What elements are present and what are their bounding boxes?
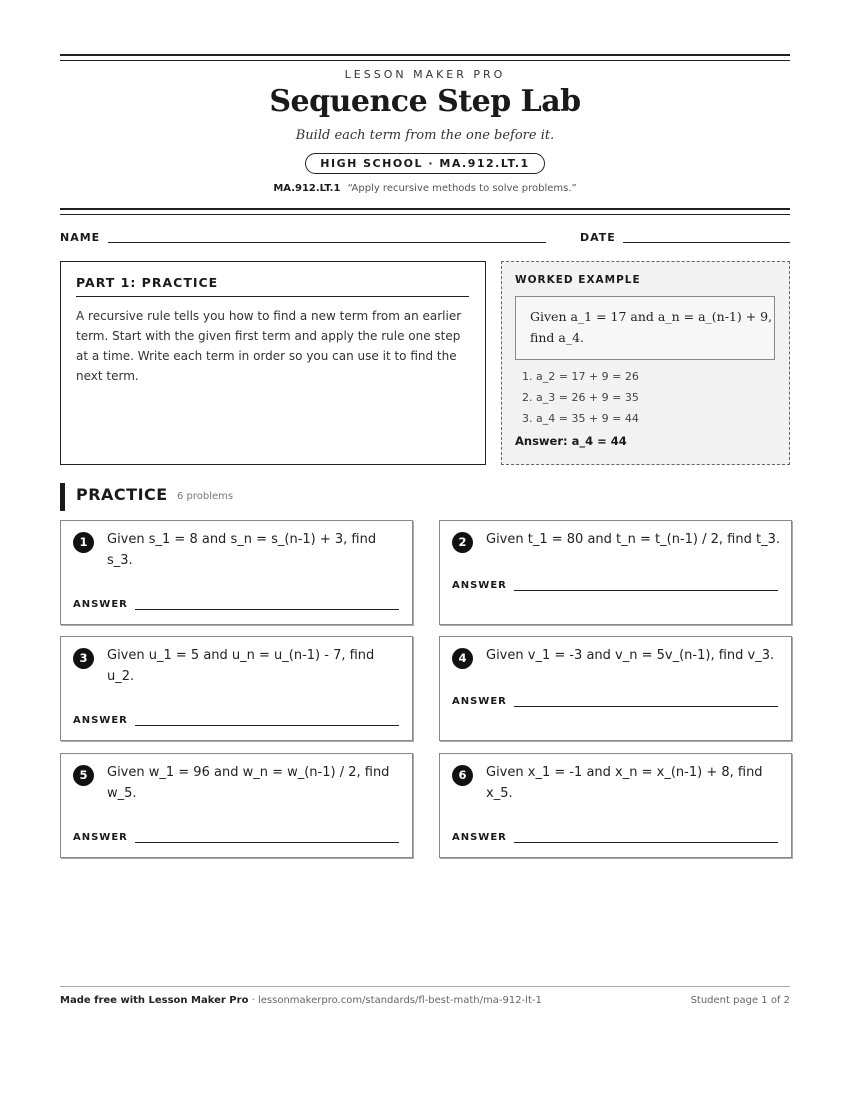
problem-card: [439, 753, 792, 858]
part1-instructions: A recursive rule tells you how to find a new term from an earlier term. Start with the given first term and apply the rule one step at a time. Write each term in order so you can use it to find the next term.: [76, 309, 462, 383]
problem-number: 5: [73, 765, 94, 786]
standard-quote: “Apply recursive methods to solve problems.”: [347, 183, 577, 194]
problem-number: 1: [73, 532, 94, 553]
date-label: DATE: [580, 231, 616, 244]
brand-name: LESSON MAKER PRO: [344, 68, 506, 81]
standard-code: MA.912.LT.1: [273, 183, 341, 194]
answer-label: ANSWER: [73, 599, 128, 610]
page-title: Sequence Step Lab: [269, 84, 581, 119]
problem-card: [439, 520, 792, 625]
header-bottom-rule: [60, 208, 790, 215]
problem-number: 6: [452, 765, 473, 786]
footer-url[interactable]: · lessonmakerpro.com/standards/fl-best-math/ma-912-lt-1: [248, 995, 542, 1006]
worked-example-step: 1. a_2 = 17 + 9 = 26: [522, 370, 639, 383]
standard-line: [60, 183, 790, 194]
footer-made-with: Made free with Lesson Maker Pro: [60, 995, 249, 1006]
part1-panel: [60, 261, 486, 465]
answer-label: ANSWER: [73, 715, 128, 726]
answer-line[interactable]: [514, 706, 778, 707]
answer-label: ANSWER: [452, 696, 507, 707]
answer-label: ANSWER: [452, 832, 507, 843]
answer-line[interactable]: [135, 725, 399, 726]
worked-example-answer: Answer: a_4 = 44: [515, 434, 627, 448]
page-subtitle: Build each term from the one before it.: [295, 128, 555, 143]
problem-card: [60, 753, 413, 858]
footer-page-number: Student page 1 of 2: [690, 995, 790, 1006]
problem-text: Given x_1 = -1 and x_n = x_(n-1) + 8, find x_5.: [486, 765, 763, 801]
footer-rule: [60, 986, 790, 987]
problem-text: Given v_1 = -3 and v_n = 5v_(n-1), find v_3.: [486, 648, 775, 663]
problem-text: Given u_1 = 5 and u_n = u_(n-1) - 7, find u_2.: [107, 648, 375, 684]
problem-number: 3: [73, 648, 94, 669]
worked-example-panel: [501, 261, 790, 465]
answer-line[interactable]: [514, 842, 778, 843]
problem-card: [60, 520, 413, 625]
problem-number: 2: [452, 532, 473, 553]
problem-text: Given t_1 = 80 and t_n = t_(n-1) / 2, find t_3.: [486, 532, 780, 547]
date-field[interactable]: [623, 242, 790, 243]
answer-line[interactable]: [135, 609, 399, 610]
footer-credit: [60, 995, 542, 1006]
name-label: NAME: [60, 231, 101, 244]
grade-standard-badge: HIGH SCHOOL · MA.912.LT.1: [305, 153, 544, 174]
answer-line[interactable]: [135, 842, 399, 843]
problem-number: 4: [452, 648, 473, 669]
name-field[interactable]: [108, 242, 546, 243]
worked-example-prompt-box: [515, 296, 775, 360]
worked-example-steps: [522, 366, 639, 429]
section-accent-bar: [60, 483, 65, 511]
part1-heading: PART 1: PRACTICE: [76, 275, 469, 297]
worked-example-prompt: Given a_1 = 17 and a_n = a_(n-1) + 9, find a_4.: [530, 309, 773, 345]
answer-line[interactable]: [514, 590, 778, 591]
grade-badge-wrap: [60, 152, 790, 174]
worked-example-step: 3. a_4 = 35 + 9 = 44: [522, 412, 639, 425]
problem-card: [439, 636, 792, 741]
worked-example-heading: WORKED EXAMPLE: [515, 274, 641, 286]
practice-count: 6 problems: [177, 491, 234, 502]
header-top-rule: [60, 54, 790, 61]
problem-card: [60, 636, 413, 741]
practice-section-title: PRACTICE: [76, 485, 168, 504]
answer-label: ANSWER: [73, 832, 128, 843]
problem-text: Given s_1 = 8 and s_n = s_(n-1) + 3, find s_3.: [107, 532, 377, 568]
problem-text: Given w_1 = 96 and w_n = w_(n-1) / 2, find w_5.: [107, 765, 390, 801]
answer-label: ANSWER: [452, 580, 507, 591]
worked-example-step: 2. a_3 = 26 + 9 = 35: [522, 391, 639, 404]
